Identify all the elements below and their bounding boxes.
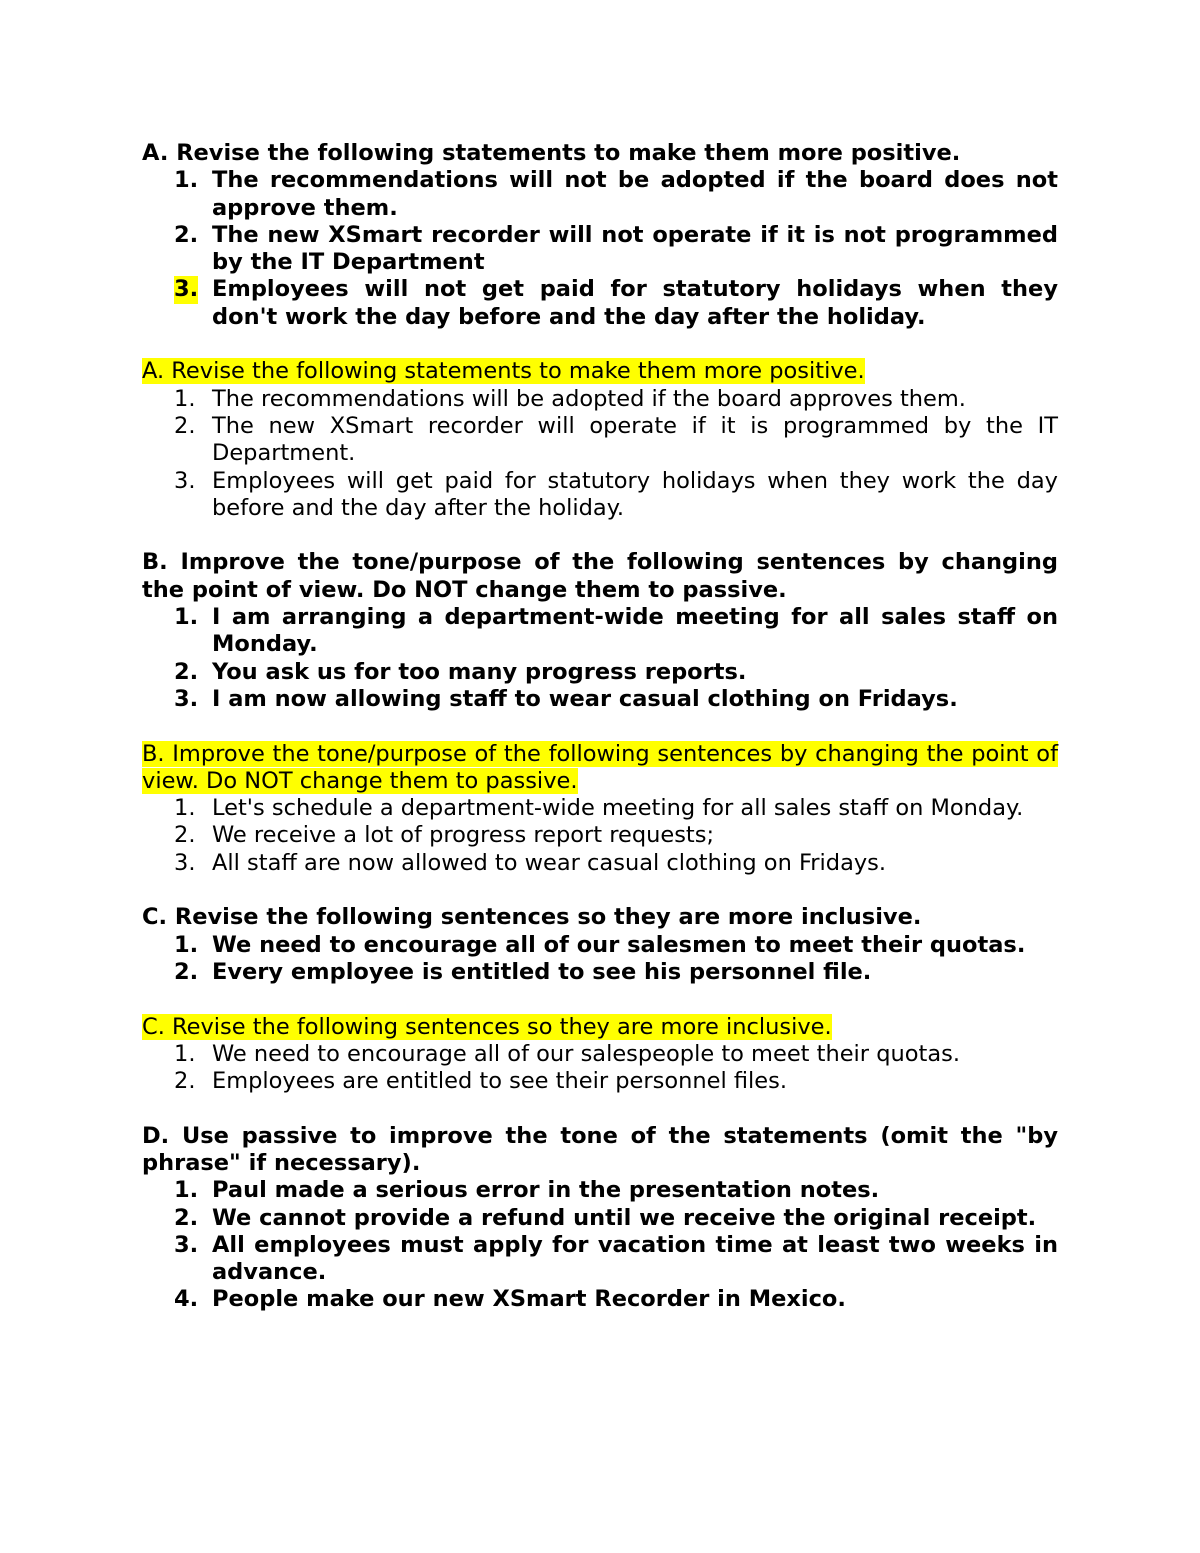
item-text: We need to encourage all of our salespeople to meet their quotas. xyxy=(212,1040,961,1067)
section-c-answers xyxy=(142,1014,1058,1096)
item-number: 1. xyxy=(174,1040,196,1067)
item-text: People make our new XSmart Recorder in Mexico. xyxy=(212,1286,846,1313)
list-item xyxy=(142,1286,1058,1313)
item-text: I am arranging a department-wide meeting for all sales staff on Monday. xyxy=(212,604,1058,658)
item-text: Employees will not get paid for statutory holidays when they don't work the day before and the day after the holiday. xyxy=(212,276,1058,330)
list-item xyxy=(142,932,1058,959)
section-c-questions xyxy=(142,904,1058,986)
item-text: I am now allowing staff to wear casual clothing on Fridays. xyxy=(212,685,958,712)
item-number: 1. xyxy=(174,167,199,194)
section-heading: B. Improve the tone/purpose of the following sentences by changing the point of view. Do NOT change them to passive. xyxy=(142,549,1058,603)
item-number-highlighted: 3. xyxy=(174,276,199,303)
item-text: The new XSmart recorder will not operate if it is not programmed by the IT Department xyxy=(212,221,1058,276)
list-item xyxy=(142,1041,1058,1068)
section-a-questions xyxy=(142,140,1058,331)
document-page xyxy=(142,140,1058,1341)
item-number: 1. xyxy=(174,931,199,958)
list-item xyxy=(142,822,1058,849)
item-text: We receive a lot of progress report requests; xyxy=(212,822,715,849)
item-number: 2. xyxy=(174,658,199,685)
item-text: Every employee is entitled to see his personnel file. xyxy=(212,958,872,985)
list-item xyxy=(142,1232,1058,1287)
question-list xyxy=(142,932,1058,987)
item-text: The recommendations will be adopted if the board approves them. xyxy=(212,385,966,412)
section-b-answers xyxy=(142,741,1058,877)
item-text: The new XSmart recorder will operate if it is programmed by the IT Department. xyxy=(212,412,1058,467)
list-item xyxy=(142,413,1058,468)
section-heading: C. Revise the following sentences so they are more inclusive. xyxy=(142,904,922,931)
item-text: Paul made a serious error in the presentation notes. xyxy=(212,1177,880,1204)
question-list xyxy=(142,1177,1058,1313)
item-text: Employees are entitled to see their personnel files. xyxy=(212,1068,788,1095)
list-item xyxy=(142,1068,1058,1095)
item-number: 1. xyxy=(174,1177,199,1204)
section-b-questions xyxy=(142,549,1058,713)
item-number: 3. xyxy=(174,685,199,712)
highlighted-heading: A. Revise the following statements to make them more positive. xyxy=(142,358,865,385)
item-number: 4. xyxy=(174,1286,199,1313)
list-item xyxy=(142,468,1058,523)
answer-list xyxy=(142,386,1058,522)
list-item xyxy=(142,795,1058,822)
section-heading xyxy=(142,1014,1058,1041)
list-item xyxy=(142,386,1058,413)
list-item xyxy=(142,686,1058,713)
section-heading xyxy=(142,358,1058,385)
section-a-answers xyxy=(142,358,1058,522)
item-number: 2. xyxy=(174,1204,199,1231)
item-number: 2. xyxy=(174,958,199,985)
section-heading: A. Revise the following statements to make them more positive. xyxy=(142,140,961,166)
item-text: Employees will get paid for statutory holidays when they work the day before and the day after the holiday. xyxy=(212,467,1058,521)
item-text: Let's schedule a department-wide meeting for all sales staff on Monday. xyxy=(212,795,1024,822)
highlighted-heading: B. Improve the tone/purpose of the following sentences by changing the point of view. Do NOT change them to passive. xyxy=(142,740,1058,794)
list-item xyxy=(142,1177,1058,1204)
list-item xyxy=(142,659,1058,686)
item-text: The recommendations will not be adopted if the board does not approve them. xyxy=(212,167,1058,221)
item-text: You ask us for too many progress reports. xyxy=(212,658,747,685)
list-item xyxy=(142,604,1058,659)
question-list xyxy=(142,604,1058,713)
answer-list xyxy=(142,1041,1058,1096)
section-d-questions xyxy=(142,1123,1058,1314)
answer-list xyxy=(142,795,1058,877)
item-number: 3. xyxy=(174,467,196,494)
item-number: 1. xyxy=(174,795,196,822)
list-item xyxy=(142,1205,1058,1232)
item-text: We need to encourage all of our salesmen to meet their quotas. xyxy=(212,931,1026,958)
list-item xyxy=(142,276,1058,331)
item-number: 2. xyxy=(174,412,196,439)
item-number: 3. xyxy=(174,1231,199,1258)
item-text: We cannot provide a refund until we receive the original receipt. xyxy=(212,1204,1037,1231)
question-list xyxy=(142,167,1058,331)
list-item xyxy=(142,167,1058,222)
item-text: All employees must apply for vacation time at least two weeks in advance. xyxy=(212,1231,1058,1286)
item-number: 2. xyxy=(174,822,196,849)
item-text: All staff are now allowed to wear casual clothing on Fridays. xyxy=(212,849,887,876)
item-number: 1. xyxy=(174,385,196,412)
list-item xyxy=(142,959,1058,986)
section-heading: D. Use passive to improve the tone of the statements (omit the "by phrase" if necessary). xyxy=(142,1122,1058,1176)
section-heading xyxy=(142,741,1058,796)
item-number: 2. xyxy=(174,1068,196,1095)
list-item xyxy=(142,222,1058,277)
highlighted-heading: C. Revise the following sentences so they are more inclusive. xyxy=(142,1013,832,1040)
item-number: 1. xyxy=(174,604,199,631)
item-number: 2. xyxy=(174,221,199,248)
list-item xyxy=(142,850,1058,877)
item-number: 3. xyxy=(174,849,196,876)
